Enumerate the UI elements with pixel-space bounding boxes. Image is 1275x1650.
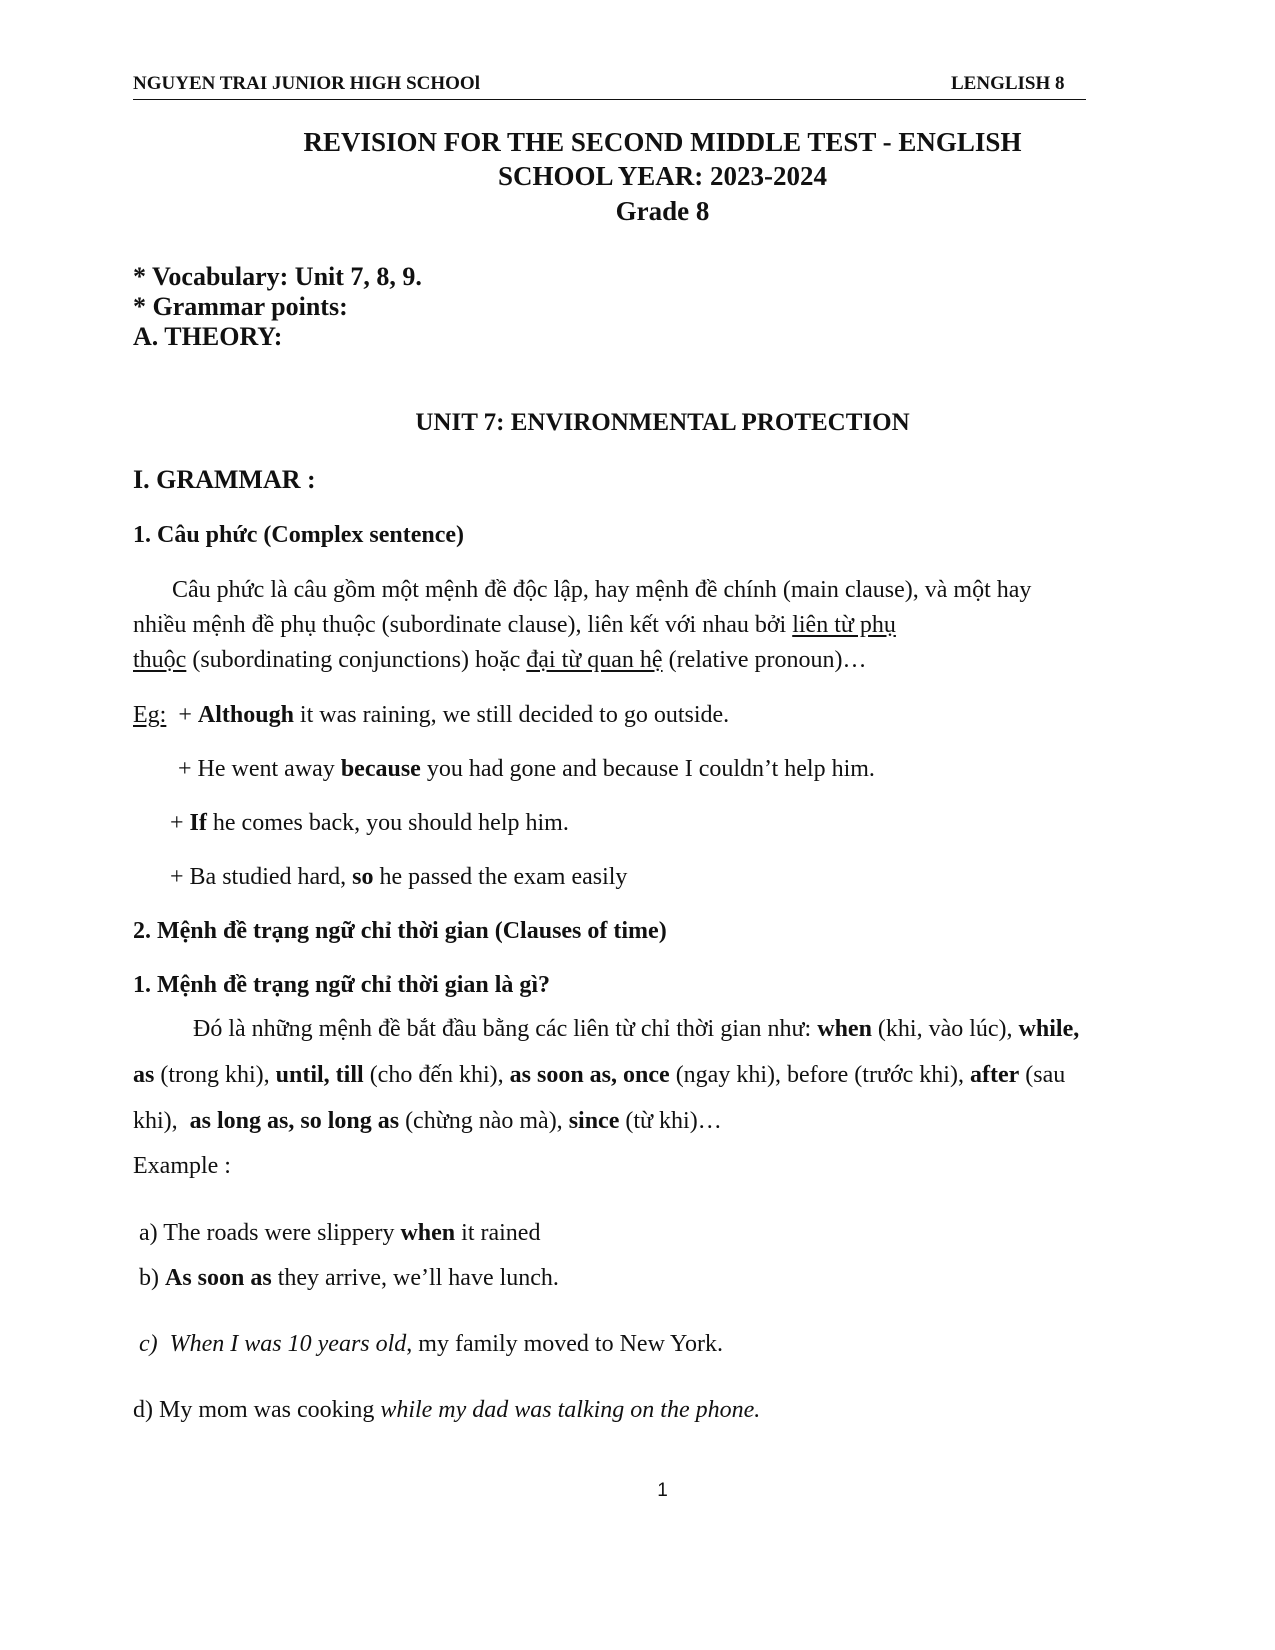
- example-2-post: you had gone and because I couldn’t help him.: [420, 756, 875, 782]
- tc-l2-text-2: (cho đến khi),: [363, 1062, 510, 1088]
- example-3-post: he comes back, you should help him.: [206, 810, 569, 836]
- complex-line3-underlined-2: đại từ quan hệ: [526, 647, 663, 673]
- complex-paragraph-line2: [133, 612, 896, 639]
- grammar-points-line: * Grammar points:: [133, 292, 348, 321]
- time-example-d-italic: while my dad was talking on the phone: [380, 1397, 755, 1423]
- header-subject: LENGLISH 8: [951, 73, 1065, 94]
- example-2-pre: + He went away: [178, 756, 341, 782]
- tc-l1-text-2: (khi, vào lúc),: [871, 1016, 1019, 1042]
- tc-l2-keyword-as-soon-as: as soon as, once: [509, 1062, 670, 1088]
- complex-paragraph-line3: [133, 647, 867, 674]
- time-clauses-question: 1. Mệnh đề trạng ngữ chỉ thời gian là gì?: [133, 972, 551, 998]
- header-school: NGUYEN TRAI JUNIOR HIGH SCHOOl: [133, 73, 480, 94]
- tc-l2-text-4: (sau: [1019, 1062, 1066, 1088]
- example-4-pre: + Ba studied hard,: [170, 864, 353, 890]
- complex-line3-text-2: (relative pronoun)…: [662, 647, 867, 673]
- example-4-post: he passed the exam easily: [373, 864, 628, 890]
- example-1-post: it was raining, we still decided to go outside.: [293, 702, 730, 728]
- time-clauses-line1: [193, 1016, 1079, 1043]
- tc-l3-text-3: (từ khi)…: [619, 1108, 722, 1134]
- tc-l2-keyword-until: until, till: [275, 1062, 364, 1088]
- example-2: [178, 756, 875, 783]
- tc-l3-text-1: khi),: [133, 1108, 190, 1134]
- time-example-a: [139, 1220, 540, 1247]
- title-line2: SCHOOL YEAR: 2023-2024: [497, 161, 828, 191]
- time-example-d-post: .: [754, 1397, 761, 1423]
- example-4: [170, 864, 627, 891]
- time-example-b-keyword: As soon as: [165, 1265, 272, 1291]
- time-example-c-pre: c): [139, 1331, 170, 1357]
- time-example-c: [139, 1331, 723, 1358]
- complex-paragraph-line1: Câu phức là câu gồm một mệnh đề độc lập, hay mệnh đề chính (main clause), và một hay: [172, 577, 1032, 603]
- eg-label: Eg:: [133, 702, 167, 728]
- example-1-keyword: Although: [197, 702, 294, 728]
- complex-line2-text: nhiều mệnh đề phụ thuộc (subordinate clause), liên kết với nhau bởi: [133, 612, 793, 638]
- example-1: [133, 702, 729, 729]
- title-line1: REVISION FOR THE SECOND MIDDLE TEST - ENGLISH: [303, 127, 1022, 157]
- time-clauses-line3: [133, 1108, 722, 1135]
- tc-l2-keyword-as: as: [133, 1062, 155, 1088]
- vocabulary-line: * Vocabulary: Unit 7, 8, 9.: [133, 262, 422, 291]
- time-example-d-pre: d) My mom was cooking: [133, 1397, 381, 1423]
- section-grammar: I. GRAMMAR :: [133, 465, 316, 494]
- time-example-b-pre: b): [139, 1265, 165, 1291]
- example-1-pre: +: [166, 702, 198, 728]
- time-example-d: [133, 1397, 760, 1424]
- example-4-keyword: so: [352, 864, 374, 890]
- complex-heading: 1. Câu phức (Complex sentence): [133, 522, 465, 548]
- complex-line3-underlined-1: thuộc: [133, 647, 187, 673]
- time-example-c-post: , my family moved to New York.: [406, 1331, 723, 1357]
- time-example-a-post: it rained: [455, 1220, 541, 1246]
- time-clauses-heading: 2. Mệnh đề trạng ngữ chỉ thời gian (Clauses of time): [133, 918, 667, 944]
- time-example-a-keyword: when: [400, 1220, 456, 1246]
- example-label: Example :: [133, 1153, 231, 1179]
- header-rule: [133, 99, 1086, 100]
- tc-l1-keyword-when: when: [817, 1016, 872, 1042]
- unit-title: UNIT 7: ENVIRONMENTAL PROTECTION: [415, 409, 910, 436]
- tc-l3-text-2: (chừng nào mà),: [399, 1108, 569, 1134]
- tc-l2-text-3: (ngay khi), before (trước khi),: [669, 1062, 970, 1088]
- complex-line2-underlined: liên từ phụ: [792, 612, 896, 638]
- tc-l3-keyword-since: since: [568, 1108, 620, 1134]
- tc-l2-text-1: (trong khi),: [154, 1062, 276, 1088]
- time-clauses-line2: [133, 1062, 1065, 1089]
- tc-l3-keyword-as-long-as: as long as, so long as: [189, 1108, 400, 1134]
- tc-l2-keyword-after: after: [969, 1062, 1020, 1088]
- tc-l1-keyword-while: while,: [1018, 1016, 1080, 1042]
- example-3-pre: +: [170, 810, 190, 836]
- theory-heading: A. THEORY:: [133, 322, 283, 351]
- complex-line3-text-1: (subordinating conjunctions) hoặc: [186, 647, 527, 673]
- time-example-c-italic: When I was 10 years old: [169, 1331, 407, 1357]
- time-example-b: [139, 1265, 559, 1292]
- time-example-b-post: they arrive, we’ll have lunch.: [271, 1265, 559, 1291]
- time-example-a-pre: a) The roads were slippery: [139, 1220, 401, 1246]
- tc-l1-text-1: Đó là những mệnh đề bắt đầu bằng các liên từ chỉ thời gian như:: [193, 1016, 818, 1042]
- example-2-keyword: because: [340, 756, 421, 782]
- page-number: 1: [657, 1480, 668, 1501]
- example-3: [170, 810, 569, 837]
- title-line3: Grade 8: [615, 196, 710, 226]
- example-3-keyword: If: [189, 810, 207, 836]
